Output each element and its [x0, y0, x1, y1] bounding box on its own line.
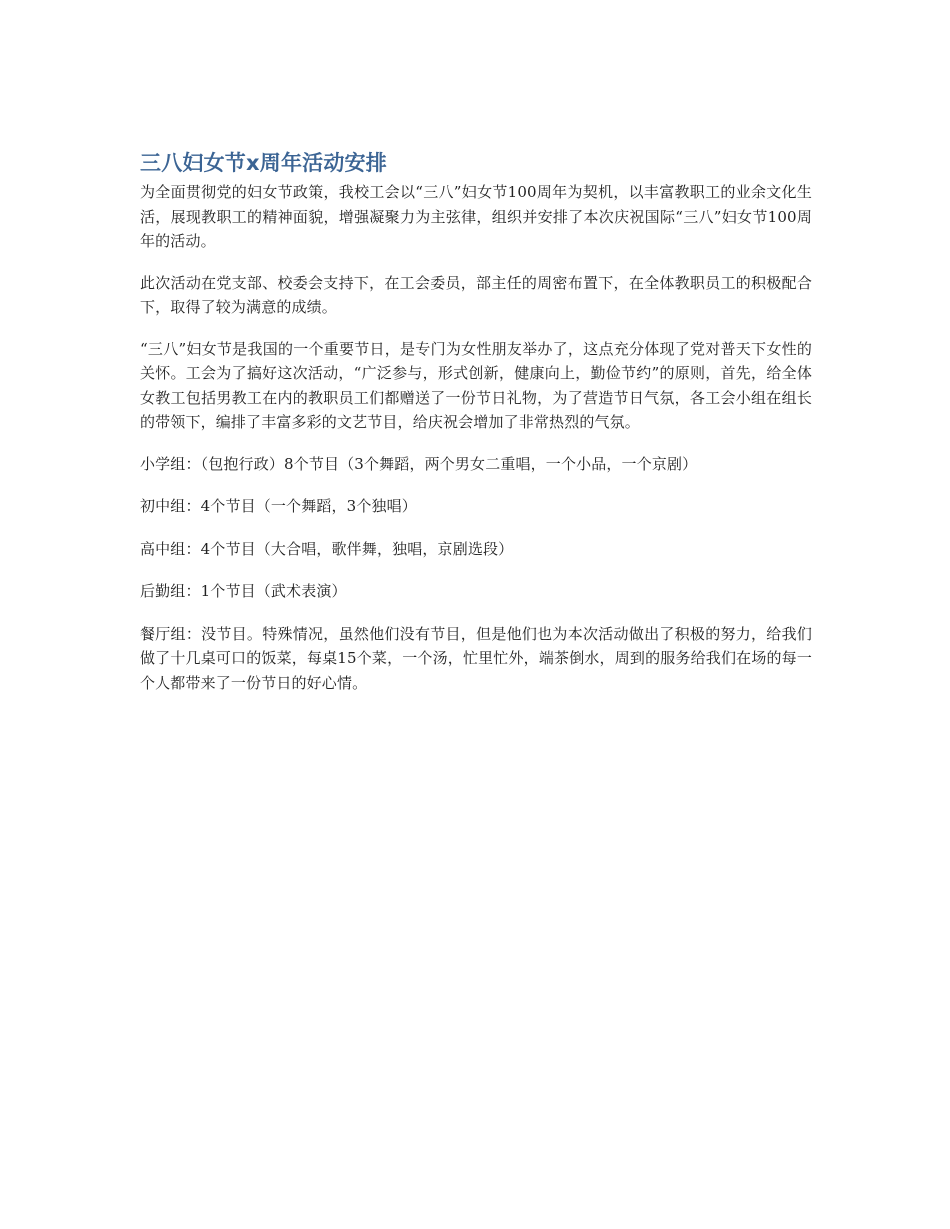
paragraph-junior-group: 初中组：4个节目（一个舞蹈，3个独唱）	[140, 497, 417, 515]
document-page	[140, 148, 812, 712]
paragraph-logistics-group: 后勤组：1个节目（武术表演）	[140, 582, 347, 600]
paragraph-canteen-group: 餐厅组：没节目。特殊情况，虽然他们没有节目，但是他们也为本次活动做出了积极的努力，给我们做了十几桌可口的饭菜，每桌15个菜，一个汤，忙里忙外，端茶倒水，周到的服务给我们在场的每一个人都带来了一份节日的好心情。	[140, 624, 812, 692]
paragraph-intro: 为全面贯彻党的妇女节政策，我校工会以“三八”妇女节100周年为契机，以丰富教职工的业余文化生活，展现教职工的精神面貌，增强凝聚力为主弦律，组织并安排了本次庆祝国际“三八”妇女节100周年的活动。	[140, 183, 812, 250]
paragraph-support: 此次活动在党支部、校委会支持下，在工会委员，部主任的周密布置下，在全体教职员工的积极配合下，取得了较为满意的成绩。	[140, 273, 812, 316]
paragraph-festival: “三八”妇女节是我国的一个重要节日，是专门为女性朋友举办了，这点充分体现了党对普天下女性的关怀。工会为了搞好这次活动，“广泛参与，形式创新，健康向上，勤俭节约”的原则，首先，给全体女教工包括男教工在内的教职员工们都赠送了一份节日礼物，为了营造节日气氛，各工会小组在组长的带领下，编排了丰富多彩的文艺节目，给庆祝会增加了非常热烈的气氛。	[140, 339, 812, 431]
paragraph-senior-group: 高中组：4个节目（大合唱，歌伴舞，独唱，京剧选段）	[140, 539, 514, 558]
document-title: 三八妇女节x周年活动安排	[140, 151, 387, 175]
paragraph-primary-group: 小学组：（包抱行政）8个节目（3个舞蹈，两个男女二重唱，一个小品，一个京剧）	[140, 454, 698, 473]
